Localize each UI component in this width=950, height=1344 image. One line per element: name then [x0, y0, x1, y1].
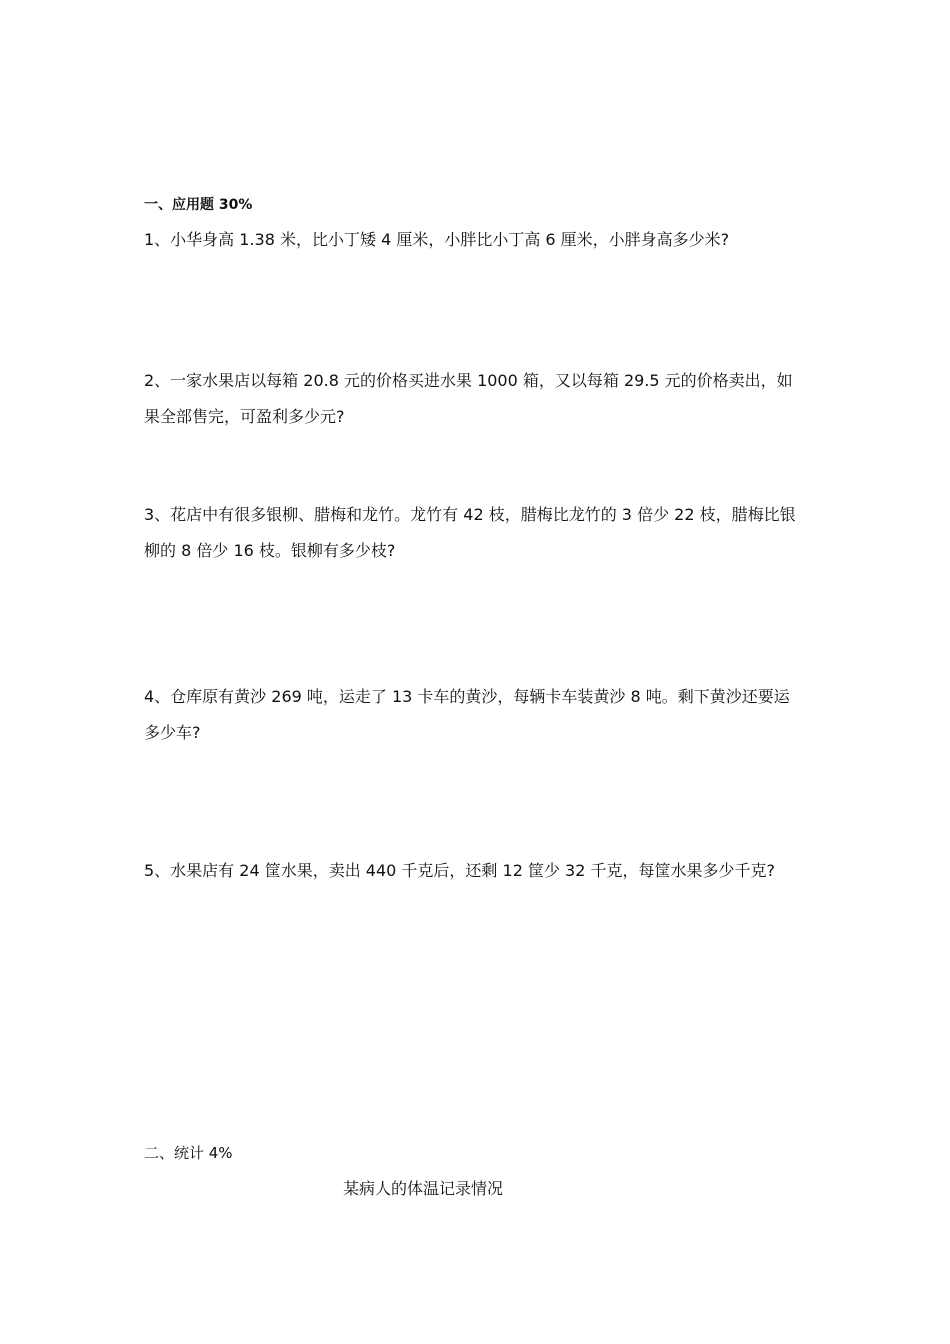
statistics-caption: 某病人的体温记录情况 — [343, 1179, 504, 1198]
question-4-line-1: 4、仓库原有黄沙 269 吨，运走了 13 卡车的黄沙，每辆卡车装黄沙 8 吨。剩下黄沙还要运 — [144, 687, 790, 706]
question-4-line-2: 多少车? — [144, 723, 201, 742]
question-5-line-1: 5、水果店有 24 筐水果，卖出 440 千克后，还剩 12 筐少 32 千克，每筐水果多少千克? — [144, 861, 775, 880]
question-2-line-1: 2、一家水果店以每箱 20.8 元的价格买进水果 1000 箱，又以每箱 29.5 元的价格卖出，如 — [144, 371, 793, 390]
question-3-line-1: 3、花店中有很多银柳、腊梅和龙竹。龙竹有 42 枝，腊梅比龙竹的 3 倍少 22 枝，腊梅比银 — [144, 505, 796, 524]
question-2-line-2: 果全部售完，可盈利多少元? — [144, 407, 345, 426]
section1-title: 一、应用题 30% — [144, 197, 253, 213]
question-1-line-1: 1、小华身高 1.38 米，比小丁矮 4 厘米，小胖比小丁高 6 厘米，小胖身高多少米? — [144, 230, 730, 249]
question-3-line-2: 柳的 8 倍少 16 枝。银柳有多少枝? — [144, 541, 396, 560]
section2-title: 二、统计 4% — [144, 1144, 233, 1162]
